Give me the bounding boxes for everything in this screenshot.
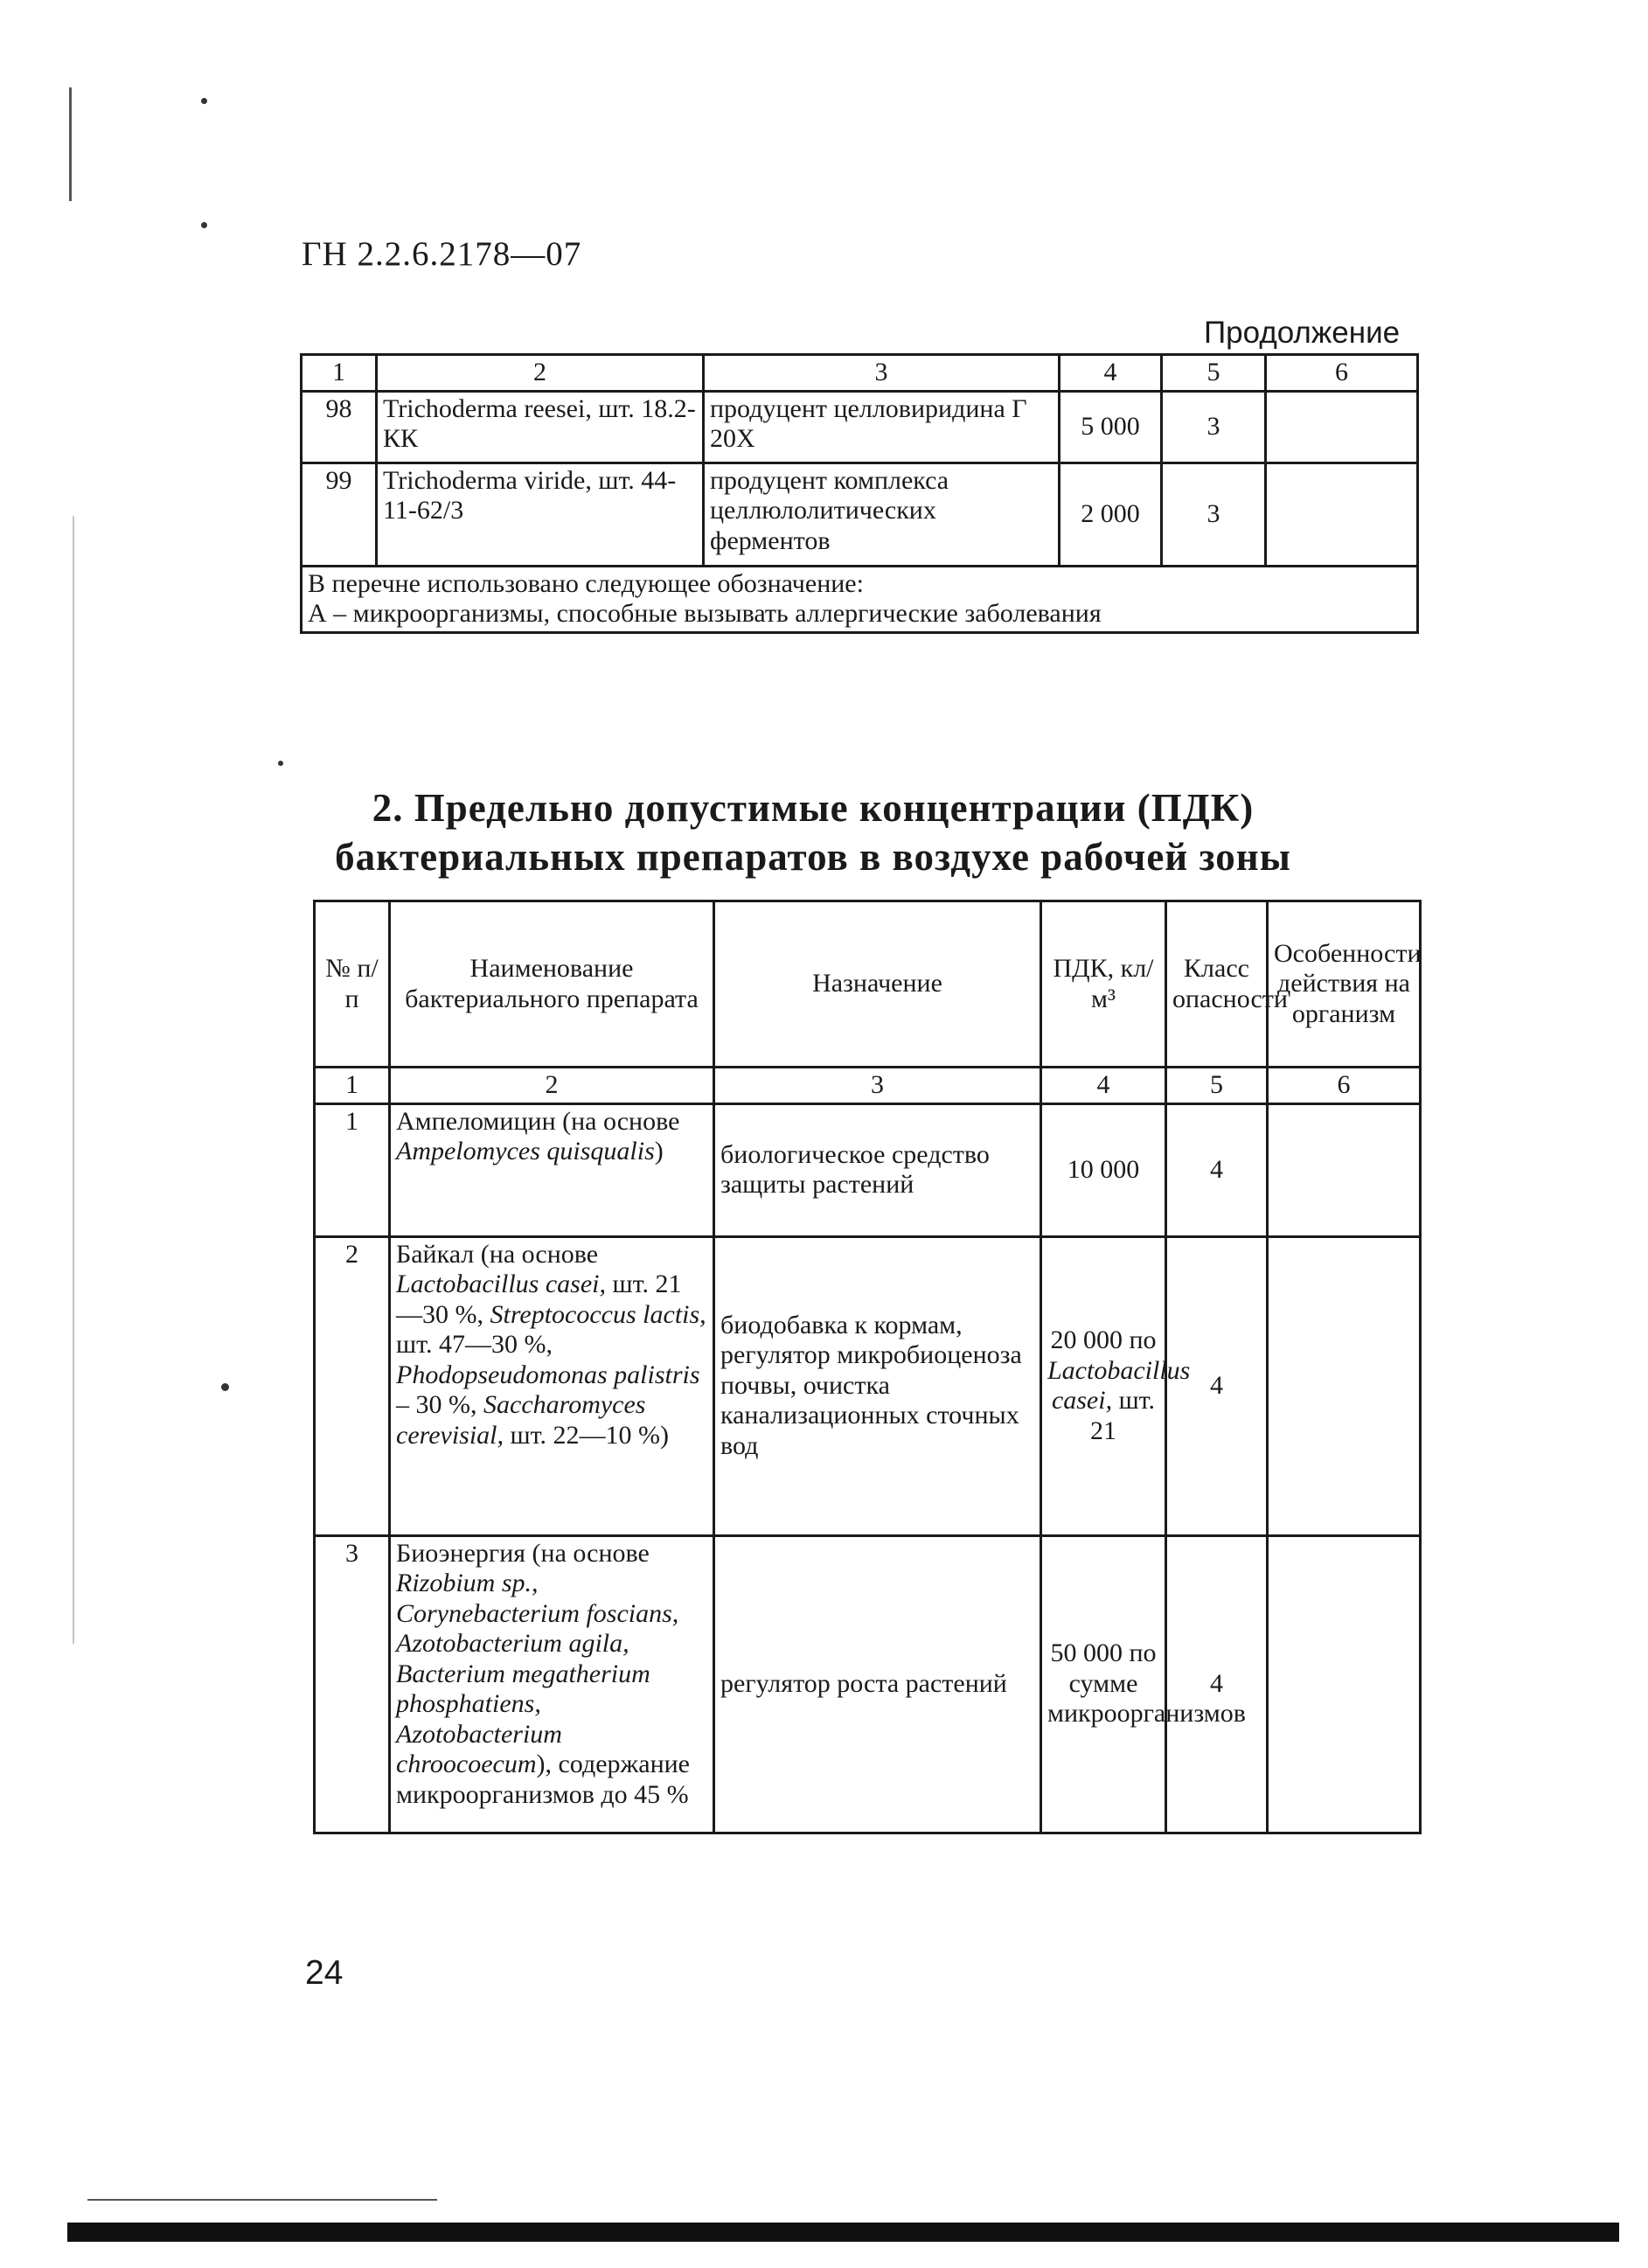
preparation-name <box>390 1535 714 1833</box>
bottom-scan-bar <box>67 2223 1619 2242</box>
pdk-text: шт. 21 <box>1090 1386 1156 1445</box>
col-number: 6 <box>1266 355 1418 392</box>
table-row <box>315 1535 1421 1833</box>
preparation-name: Trichoderma viride, шт. 44-11-62/3 <box>377 463 704 566</box>
hazard-class: 4 <box>1166 1103 1268 1236</box>
document-code: ГН 2.2.6.2178—07 <box>302 235 582 273</box>
table-row <box>315 1103 1421 1236</box>
scan-dot <box>201 222 207 228</box>
pdk-value: 2 000 <box>1060 463 1162 566</box>
pdk-text: 20 000 по <box>1050 1325 1157 1354</box>
preparation-name <box>390 1103 714 1236</box>
col-number: 5 <box>1166 1068 1268 1104</box>
footnote-line: В перечне использовано следующее обозначение: <box>308 568 864 598</box>
pdk-latin: Lactobacillus casei, <box>1047 1355 1191 1415</box>
row-number: 98 <box>302 391 377 463</box>
header-row <box>315 901 1421 1068</box>
continuation-label: Продолжение <box>1204 316 1401 350</box>
col-number: 2 <box>390 1068 714 1104</box>
hazard-class: 4 <box>1166 1236 1268 1535</box>
col-number: 2 <box>377 355 704 392</box>
section-title <box>302 784 1325 882</box>
scan-dot <box>278 761 283 766</box>
pdk-table <box>313 900 1422 1834</box>
name-text: ), содержание микроорганизмов до 45 % <box>396 1750 690 1809</box>
features <box>1268 1236 1421 1535</box>
scan-dot <box>221 1383 229 1391</box>
features <box>1266 463 1418 566</box>
scan-smudge-line <box>87 2199 437 2201</box>
col-number: 6 <box>1268 1068 1421 1104</box>
preparation-purpose: продуцент комплекса целлюлолитических ферментов <box>704 463 1060 566</box>
scan-margin-line <box>69 87 72 201</box>
name-text: Биоэнергия (на основе <box>396 1538 650 1568</box>
pdk-value: 5 000 <box>1060 391 1162 463</box>
row-number: 2 <box>315 1236 390 1535</box>
name-latin: Streptococcus lactis, <box>490 1299 706 1329</box>
header-purpose: Назначение <box>714 901 1041 1068</box>
name-text: – 30 %, <box>396 1390 477 1419</box>
hazard-class: 3 <box>1162 463 1266 566</box>
name-text: ) <box>654 1137 664 1165</box>
header-features: Особенности действия на организм <box>1268 901 1421 1068</box>
row-number: 3 <box>315 1535 390 1833</box>
pdk-value <box>1041 1236 1191 1535</box>
section-title-line: 2. Предельно допустимые концентрации (ПДК) <box>372 786 1255 830</box>
row-number: 99 <box>302 463 377 566</box>
col-number: 1 <box>315 1068 390 1104</box>
row-number: 1 <box>315 1103 390 1236</box>
preparation-purpose: биологическое средство защиты растений <box>714 1103 1041 1236</box>
features <box>1268 1535 1421 1833</box>
table-row <box>302 463 1418 566</box>
col-number: 5 <box>1162 355 1266 392</box>
column-number-row <box>302 355 1418 392</box>
hazard-class: 4 <box>1166 1535 1268 1833</box>
continuation-table <box>300 353 1419 634</box>
scan-margin-line <box>73 516 74 1644</box>
features <box>1266 391 1418 463</box>
header-pdk: ПДК, кл/м³ <box>1041 901 1166 1068</box>
table-row <box>315 1236 1421 1535</box>
name-text: Байкал (на основе <box>396 1239 599 1269</box>
preparation-purpose: продуцент целловиридина Г 20Х <box>704 391 1060 463</box>
scan-dot <box>201 98 207 104</box>
name-text: шт. 21—30 %, <box>396 1270 682 1329</box>
section-title-line: бактериальных препаратов в воздухе рабочей зоны <box>335 834 1291 879</box>
preparation-name <box>390 1236 714 1535</box>
header-hazard-class: Класс опасности <box>1166 901 1268 1068</box>
footnote-row <box>302 566 1418 632</box>
header-name: Наименование бактериального препарата <box>390 901 714 1068</box>
footnote-line: А – микроорганизмы, способные вызывать аллергические заболевания <box>308 599 1102 628</box>
pdk-value: 10 000 <box>1041 1103 1166 1236</box>
name-latin: Lactobacillus casei, <box>396 1270 606 1298</box>
col-number: 1 <box>302 355 377 392</box>
pdk-value: 50 000 по сумме микроорганизмов <box>1041 1535 1166 1833</box>
preparation-name: Trichoderma reesei, шт. 18.2-КК <box>377 391 704 463</box>
name-text: шт. 22—10 %) <box>510 1420 669 1450</box>
header-num: № п/п <box>315 901 390 1068</box>
col-number: 3 <box>704 355 1060 392</box>
features <box>1268 1103 1421 1236</box>
table-row <box>302 391 1418 463</box>
col-number: 3 <box>714 1068 1041 1104</box>
name-latin: Ampelomyces quisqualis <box>396 1137 655 1165</box>
name-text: Ампеломицин (на основе <box>396 1106 680 1136</box>
footnote <box>302 566 1418 632</box>
name-latin: Saccharomyces cerevisial, <box>396 1390 646 1450</box>
name-text: шт. 47—30 %, <box>396 1330 553 1359</box>
column-number-row <box>315 1068 1421 1104</box>
name-latin: Rizobium sp., Corynebacterium foscians, Azotobacterium agila, Bacterium megatherium phosphatiens, Azotobacterium chroocoecum <box>396 1569 679 1778</box>
hazard-class: 3 <box>1162 391 1266 463</box>
name-latin: Phodopseudomonas palistris <box>396 1360 700 1389</box>
col-number: 4 <box>1041 1068 1166 1104</box>
preparation-purpose: регулятор роста растений <box>714 1535 1041 1833</box>
col-number: 4 <box>1060 355 1162 392</box>
preparation-purpose: биодобавка к кормам, регулятор микробиоценоза почвы, очистка канализационных сточных вод <box>714 1236 1041 1535</box>
page-number: 24 <box>305 1954 344 1992</box>
